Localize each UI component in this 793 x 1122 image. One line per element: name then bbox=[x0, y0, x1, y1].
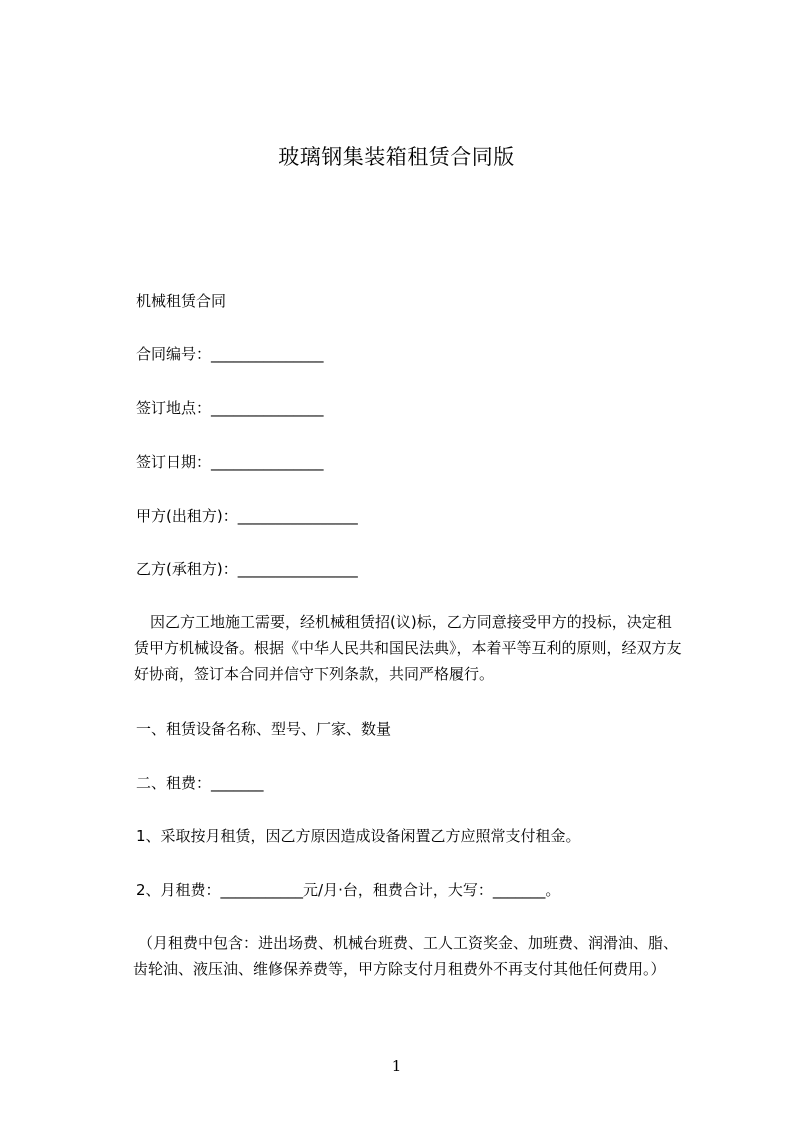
sign-date-field: 签订日期：_______________ bbox=[136, 453, 324, 471]
contract-subtitle: 机械租赁合同 bbox=[136, 292, 227, 310]
party-b-field: 乙方(承租方)：________________ bbox=[136, 560, 358, 578]
sign-place-field: 签订地点：_______________ bbox=[136, 399, 324, 417]
rent-note-line: 齿轮油、液压油、维修保养费等，甲方除支付月租费外不再支付其他任何费用。） bbox=[133, 960, 666, 978]
intro-line: 赁甲方机械设备。根据《中华人民共和国民法典》，本着平等互利的原则，经双方友 bbox=[134, 639, 682, 657]
page-number: 1 bbox=[391, 1057, 402, 1075]
rent-note-line: （月租费中包含：进出场费、机械台班费、工人工资奖金、加班费、润滑油、脂、 bbox=[138, 934, 679, 952]
rent-note-paragraph bbox=[133, 930, 679, 982]
rent-clause-2: 2、月租费：___________元/月·台，租费合计，大写：_______。 bbox=[136, 881, 561, 899]
section-rent-heading: 二、租费：_______ bbox=[136, 774, 264, 792]
contract-number-field: 合同编号：_______________ bbox=[136, 345, 324, 363]
rent-clause-1: 1、采取按月租赁，因乙方原因造成设备闲置乙方应照常支付租金。 bbox=[136, 827, 581, 845]
section-equipment-heading: 一、租赁设备名称、型号、厂家、数量 bbox=[136, 720, 392, 738]
intro-paragraph bbox=[134, 609, 682, 687]
intro-line: 因乙方工地施工需要，经机械租赁招(议)标，乙方同意接受甲方的投标，决定租 bbox=[150, 613, 672, 631]
intro-line: 好协商，签订本合同并信守下列条款，共同严格履行。 bbox=[134, 665, 495, 683]
document-title: 玻璃钢集装箱租赁合同版 bbox=[278, 145, 515, 169]
party-a-field: 甲方(出租方)：________________ bbox=[136, 507, 358, 525]
